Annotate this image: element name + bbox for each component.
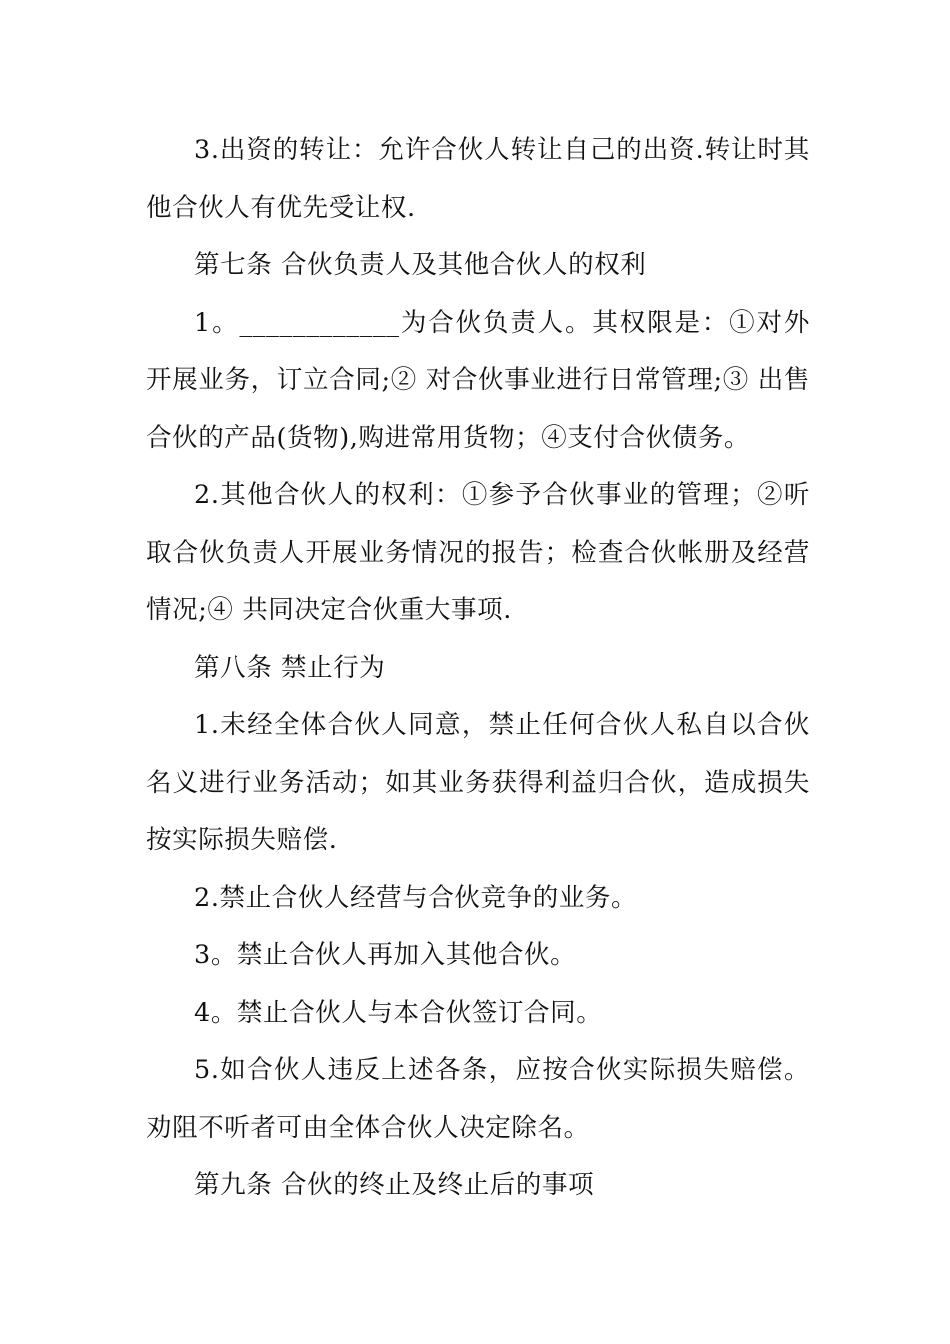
heading-article-8: 第八条 禁止行为	[194, 652, 386, 683]
heading-article-7: 第七条 合伙负责人及其他合伙人的权利	[194, 250, 647, 280]
paragraph-prohibition-3: 3。禁止合伙人再加入其他合伙。	[194, 940, 577, 970]
paragraph-prohibition-2: 2.禁止合伙人经营与合伙竞争的业务。	[194, 882, 638, 913]
paragraph-partner-in-charge: 1。____________为合伙负责人。其权限是：①对外开展业务，订立合同;② 对合伙事业进行日常管理;③ 出售合伙的产品(货物),购进常用货物；④支付合伙债务。	[146, 307, 810, 453]
paragraph-prohibition-4: 4。禁止合伙人与本合伙签订合同。	[194, 997, 603, 1028]
paragraph-capital-transfer: 3.出资的转让：允许合伙人转让自己的出资.转让时其他合伙人有优先受让权.	[146, 135, 810, 223]
heading-article-9: 第九条 合伙的终止及终止后的事项	[194, 1170, 595, 1200]
document-body	[146, 122, 810, 1215]
paragraph-other-partner-rights: 2.其他合伙人的权利：①参予合伙事业的管理；②听取合伙负责人开展业务情况的报告；检查合伙帐册及经营情况;④ 共同决定合伙重大事项.	[146, 480, 810, 625]
paragraph-prohibition-1: 1.未经全体合伙人同意，禁止任何合伙人私自以合伙名义进行业务活动；如其业务获得利益归合伙，造成损失按实际损失赔偿.	[146, 710, 810, 855]
paragraph-prohibition-5: 5.如合伙人违反上述各条，应按合伙实际损失赔偿。劝阻不听者可由全体合伙人决定除名。	[146, 1055, 810, 1143]
